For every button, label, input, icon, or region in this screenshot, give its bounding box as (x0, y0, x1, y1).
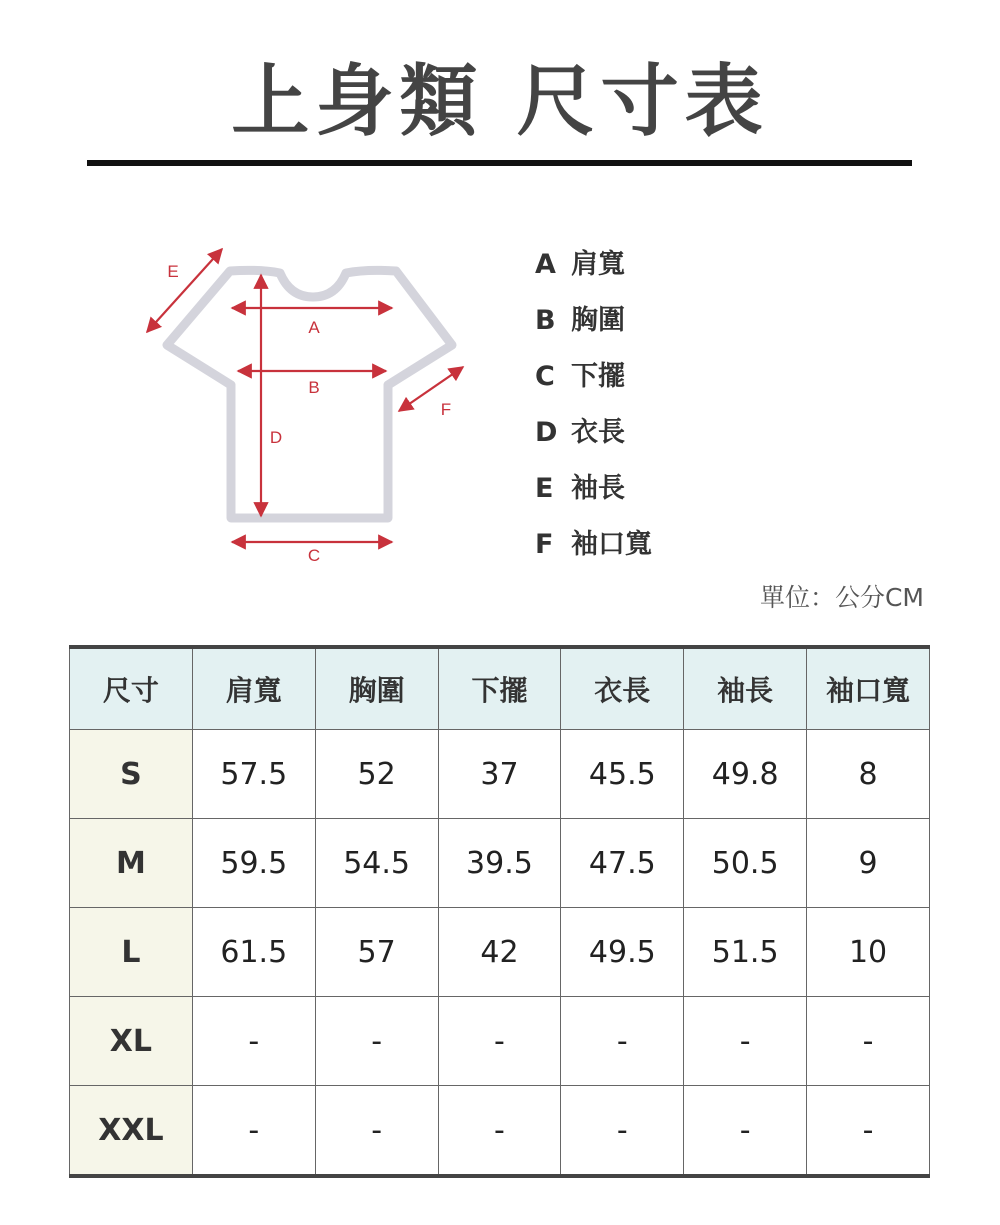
legend-letter: E (535, 473, 554, 504)
legend-label: 袖長 (571, 473, 625, 504)
size-cell: S (70, 730, 193, 819)
table-cell: 37 (438, 730, 561, 819)
legend-item-c (535, 357, 652, 413)
table-cell: 9 (807, 819, 930, 908)
legend-letter: D (535, 417, 558, 448)
table-cell: 59.5 (192, 819, 315, 908)
legend-label: 肩寬 (571, 249, 625, 280)
label-d: D (269, 428, 283, 447)
unit-note: 單位：公分CM (759, 583, 924, 612)
table-row (70, 997, 930, 1086)
table-cell: - (684, 1086, 807, 1177)
legend-label: 胸圍 (571, 305, 625, 336)
table-cell: 45.5 (561, 730, 684, 819)
table-row (70, 1086, 930, 1177)
column-header: 胸圍 (315, 647, 438, 730)
column-header: 衣長 (561, 647, 684, 730)
table-cell: 42 (438, 908, 561, 997)
label-e: E (167, 262, 179, 281)
legend-letter: B (535, 305, 556, 336)
label-b: B (308, 378, 320, 397)
legend-label: 衣長 (571, 417, 625, 448)
table-cell: 51.5 (684, 908, 807, 997)
table-cell: 47.5 (561, 819, 684, 908)
table-cell: - (807, 1086, 930, 1177)
table-cell: - (438, 1086, 561, 1177)
table-cell: - (561, 997, 684, 1086)
table-cell: 52 (315, 730, 438, 819)
label-c: C (307, 546, 321, 565)
table-cell: - (561, 1086, 684, 1177)
table-cell: - (315, 1086, 438, 1177)
column-header: 尺寸 (70, 647, 193, 730)
tshirt-measurement-diagram (130, 235, 490, 575)
table-cell: - (192, 997, 315, 1086)
legend-letter: C (535, 361, 555, 392)
table-cell: - (438, 997, 561, 1086)
table-row (70, 730, 930, 819)
legend-label: 下擺 (571, 361, 625, 392)
table-cell: 39.5 (438, 819, 561, 908)
table-cell: 49.8 (684, 730, 807, 819)
table-cell: 49.5 (561, 908, 684, 997)
label-f: F (440, 400, 452, 419)
table-row (70, 908, 930, 997)
table-cell: - (315, 997, 438, 1086)
label-a: A (308, 318, 320, 337)
table-header-row (70, 647, 930, 730)
size-table (69, 645, 930, 1178)
column-header: 袖口寬 (807, 647, 930, 730)
table-cell: - (807, 997, 930, 1086)
column-header: 肩寬 (192, 647, 315, 730)
legend-letter: A (535, 249, 556, 280)
measurement-legend (535, 245, 652, 581)
legend-letter: F (535, 529, 554, 560)
column-header: 袖長 (684, 647, 807, 730)
legend-item-a (535, 245, 652, 301)
table-cell: 57.5 (192, 730, 315, 819)
table-cell: 54.5 (315, 819, 438, 908)
page-title: 上身類 尺寸表 (231, 57, 769, 147)
table-row (70, 819, 930, 908)
legend-item-d (535, 413, 652, 469)
size-cell: L (70, 908, 193, 997)
size-cell: M (70, 819, 193, 908)
legend-label: 袖口寬 (571, 529, 652, 560)
table-cell: 50.5 (684, 819, 807, 908)
table-cell: 10 (807, 908, 930, 997)
legend-item-b (535, 301, 652, 357)
column-header: 下擺 (438, 647, 561, 730)
title-divider (87, 160, 912, 166)
table-cell: 61.5 (192, 908, 315, 997)
table-cell: - (684, 997, 807, 1086)
table-cell: 57 (315, 908, 438, 997)
table-cell: 8 (807, 730, 930, 819)
legend-item-f (535, 525, 652, 581)
legend-item-e (535, 469, 652, 525)
size-cell: XXL (70, 1086, 193, 1177)
table-cell: - (192, 1086, 315, 1177)
size-cell: XL (70, 997, 193, 1086)
